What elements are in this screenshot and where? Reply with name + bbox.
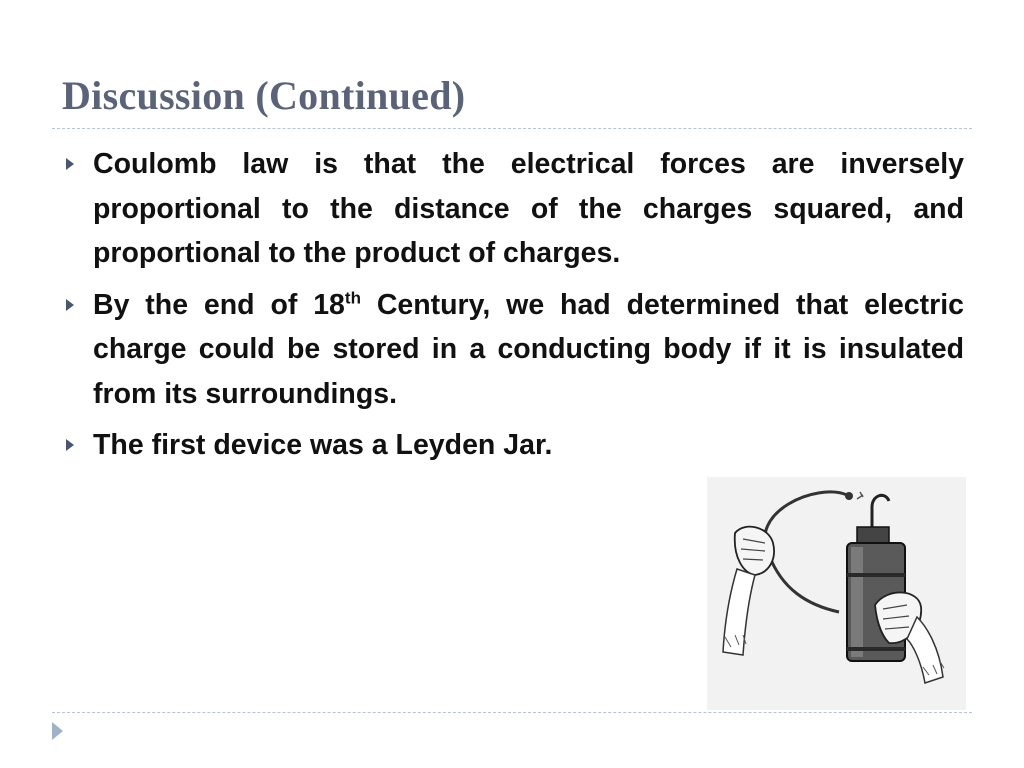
bullet-text: Coulomb law is that the electrical forces are inversely proportional to the distance of the charges squared, and proportional to the product of charges. <box>93 148 964 269</box>
triangle-right-icon <box>66 439 74 451</box>
knob <box>845 492 853 500</box>
bullet-text: The first device was a Leyden Jar. <box>93 429 553 461</box>
slide-title: Discussion (Continued) <box>62 73 466 118</box>
triangle-right-icon <box>66 158 74 170</box>
bullet-item <box>62 283 964 417</box>
next-slide-arrow-icon[interactable] <box>52 722 63 740</box>
bullet-list <box>62 142 964 475</box>
bullet-text-end: Century, we had determined that electric charge could be stored in a conducting body if it is insulated from its surroundings. <box>93 288 964 410</box>
footer-divider <box>52 712 972 713</box>
triangle-right-icon <box>66 299 74 311</box>
bullet-item <box>62 142 964 276</box>
bullet-text-start: By the end of 18 <box>93 288 345 321</box>
bullet-item <box>62 423 693 468</box>
superscript: th <box>344 288 361 307</box>
title-divider <box>52 128 972 129</box>
leyden-jar-drawing <box>707 477 966 710</box>
leyden-jar-illustration <box>707 477 966 710</box>
